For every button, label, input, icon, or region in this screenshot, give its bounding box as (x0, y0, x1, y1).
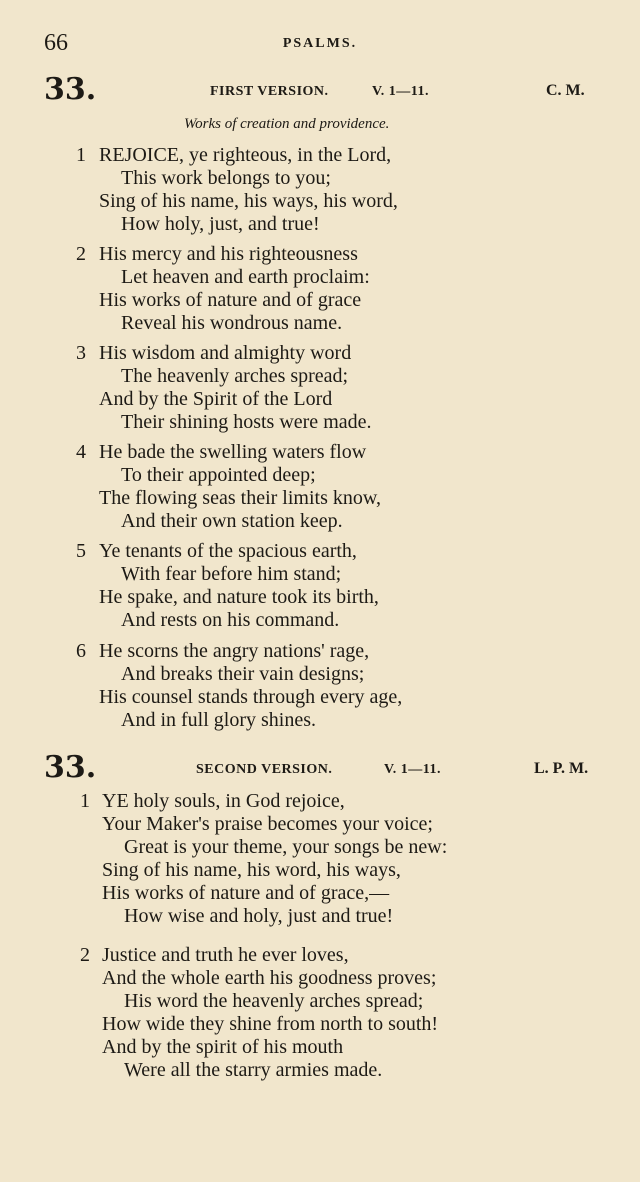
stanza-line: Your Maker's praise becomes your voice; (102, 813, 433, 835)
stanza-number: 2 (76, 243, 86, 265)
stanza-line: Sing of his name, his ways, his word, (99, 190, 398, 212)
stanza-number: 1 (76, 144, 86, 166)
stanza-line: How holy, just, and true! (121, 213, 320, 235)
hymn-verses-ref: V. 1—11. (384, 762, 442, 777)
stanza-line: His works of nature and of grace,— (102, 882, 390, 904)
stanza-line: Their shining hosts were made. (121, 411, 372, 433)
stanza-line: REJOICE, ye righteous, in the Lord, (99, 144, 392, 166)
hymn-version: FIRST VERSION. (210, 84, 329, 99)
stanza-line: The heavenly arches spread; (121, 365, 349, 387)
stanza-line: He scorns the angry nations' rage, (99, 640, 370, 662)
stanza-line: His word the heavenly arches spread; (124, 990, 424, 1012)
stanza-number: 5 (76, 540, 86, 562)
page-number: 66 (44, 30, 68, 56)
stanza-line: His counsel stands through every age, (99, 686, 403, 708)
stanza-line: And breaks their vain designs; (121, 663, 365, 685)
stanza-line: The flowing seas their limits know, (99, 487, 381, 509)
stanza-line: Great is your theme, your songs be new: (124, 836, 448, 858)
stanza-line: He spake, and nature took its birth, (99, 586, 379, 608)
stanza-line: And their own station keep. (121, 510, 343, 532)
stanza-line: He bade the swelling waters flow (99, 441, 367, 463)
stanza-line: Were all the starry armies made. (124, 1059, 383, 1081)
stanza-number: 1 (80, 790, 90, 812)
stanza-line: This work belongs to you; (121, 167, 331, 189)
stanza-line: How wise and holy, just and true! (124, 905, 394, 927)
hymn-version: SECOND VERSION. (196, 762, 333, 777)
hymn-meter: L. P. M. (534, 760, 589, 777)
stanza-line: Reveal his wondrous name. (121, 312, 343, 334)
hymn-number: 33. (44, 750, 97, 785)
stanza-line: And rests on his command. (121, 609, 340, 631)
stanza-line: Justice and truth he ever loves, (102, 944, 349, 966)
stanza-line: His works of nature and of grace (99, 289, 362, 311)
stanza-number: 3 (76, 342, 86, 364)
stanza-line: How wide they shine from north to south! (102, 1013, 439, 1035)
running-title: PSALMS. (282, 36, 358, 51)
stanza-line: YE holy souls, in God rejoice, (102, 790, 345, 812)
stanza-number: 4 (76, 441, 86, 463)
stanza-line: His wisdom and almighty word (99, 342, 352, 364)
stanza-line: To their appointed deep; (121, 464, 316, 486)
stanza-line: And by the Spirit of the Lord (99, 388, 333, 410)
stanza-number: 2 (80, 944, 90, 966)
stanza-line: With fear before him stand; (121, 563, 342, 585)
hymn-meter: C. M. (546, 82, 585, 99)
stanza-line: And by the spirit of his mouth (102, 1036, 344, 1058)
stanza-line: Sing of his name, his word, his ways, (102, 859, 401, 881)
stanza-line: His mercy and his righteousness (99, 243, 358, 265)
stanza-number: 6 (76, 640, 86, 662)
stanza-line: And in full glory shines. (121, 709, 316, 731)
stanza-line: Let heaven and earth proclaim: (121, 266, 370, 288)
hymn-verses-ref: V. 1—11. (372, 84, 430, 99)
stanza-line: And the whole earth his goodness proves; (102, 967, 437, 989)
stanza-line: Ye tenants of the spacious earth, (99, 540, 357, 562)
hymn-subtitle: Works of creation and providence. (184, 116, 390, 132)
hymn-number: 33. (44, 72, 97, 107)
